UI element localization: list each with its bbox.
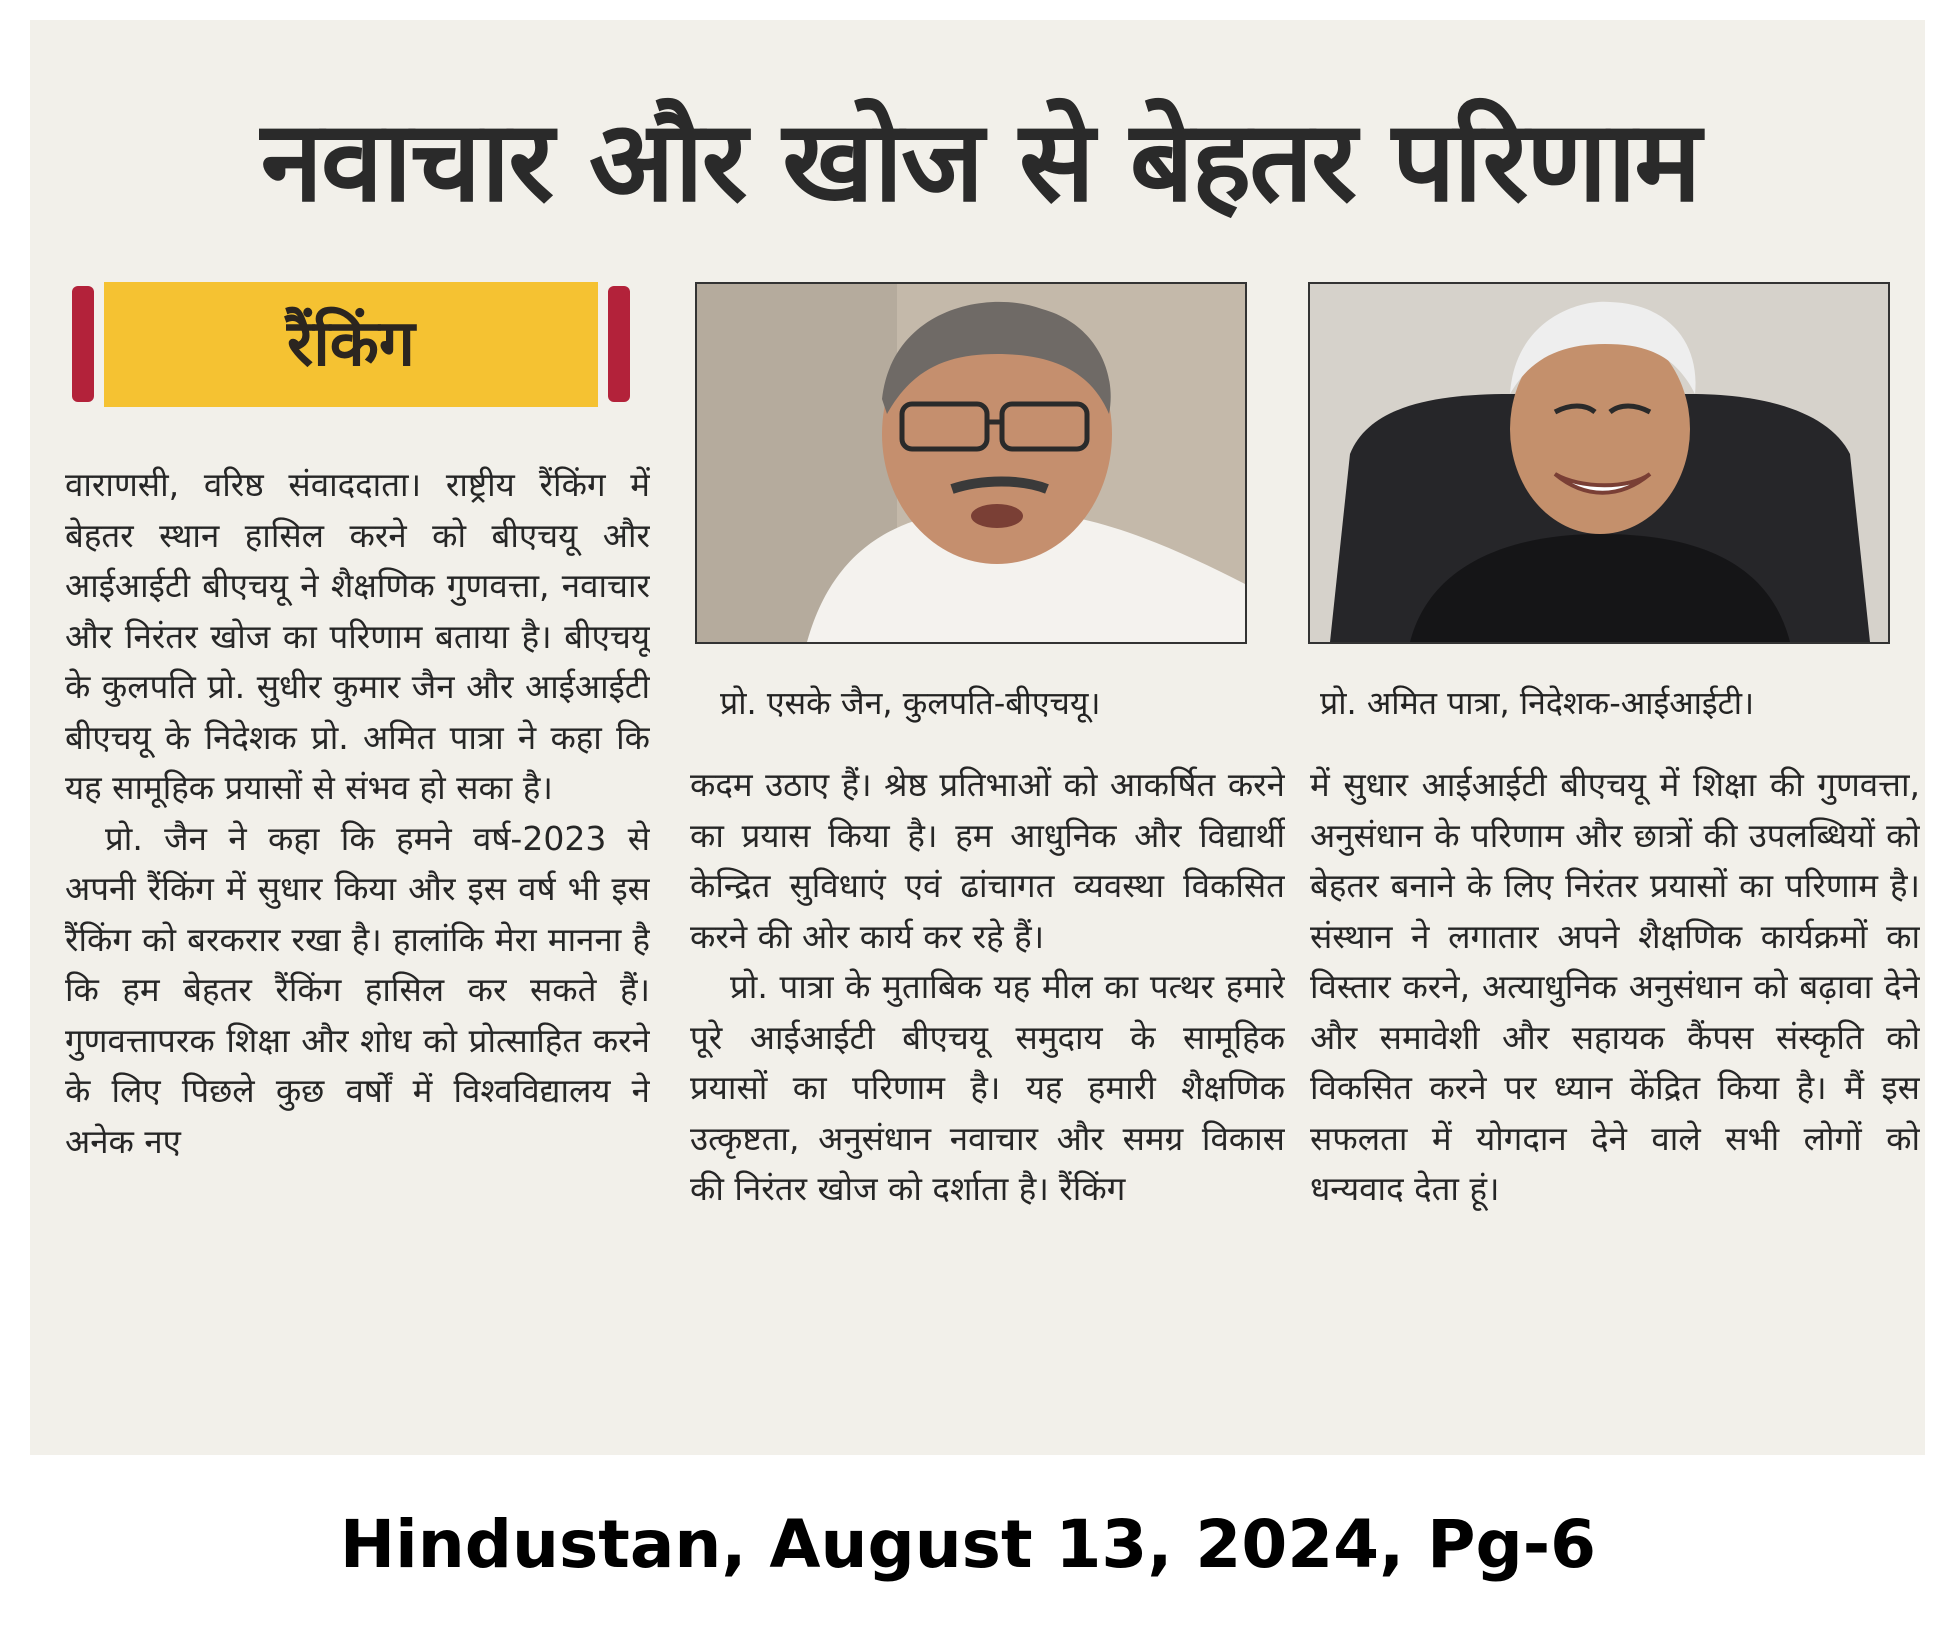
banner-right-bar xyxy=(608,286,630,402)
article-column-3 xyxy=(1310,760,1920,1455)
article-paragraph: प्रो. जैन ने कहा कि हमने वर्ष-2023 से अपनी रैंकिंग में सुधार किया और इस वर्ष भी इस रैंकिंग को बरकरार रखा है। हालांकि मेरा मानना है कि हम बेहतर रैंकिंग हासिल कर सकते हैं। गुणवत्तापरक शिक्षा और शोध को प्रोत्साहित करने के लिए पिछले कुछ वर्षों में विश्वविद्यालय ने अनेक नए xyxy=(65,818,650,1161)
article-paragraph: वाराणसी, वरिष्ठ संवाददाता। राष्ट्रीय रैंकिंग में बेहतर स्थान हासिल करने को बीएचयू और आईआईटी बीएचयू ने शैक्षणिक गुणवत्ता, नवाचार और निरंतर खोज का परिणाम बताया है। बीएचयू के कुलपति प्रो. सुधीर कुमार जैन और आईआईटी बीएचयू के निदेशक प्रो. अमित पात्रा ने कहा कि यह सामूहिक प्रयासों से संभव हो सका है। xyxy=(65,465,650,807)
source-citation: Hindustan, August 13, 2024, Pg-6 xyxy=(339,1506,1597,1583)
section-banner xyxy=(72,282,630,407)
article-column-2 xyxy=(690,760,1285,1455)
photo-caption-patra: प्रो. अमित पात्रा, निदेशक-आईआईटी। xyxy=(1320,684,1755,722)
portrait-patra-image xyxy=(1310,284,1888,642)
photo-caption-jain: प्रो. एसके जैन, कुलपति-बीएचयू। xyxy=(720,684,1101,722)
newspaper-clipping xyxy=(30,20,1925,1455)
article-column-1 xyxy=(65,460,650,1455)
article-paragraph: में सुधार आईआईटी बीएचयू में शिक्षा की गुणवत्ता, अनुसंधान के परिणाम और छात्रों की उपलब्धियों को बेहतर बनाने के लिए निरंतर प्रयासों का परिणाम है। संस्थान ने लगातार अपने शैक्षणिक कार्यक्रमों का विस्तार करने, अत्याधुनिक अनुसंधान को बढ़ावा देने और समावेशी और सहायक कैंपस संस्कृति को विकसित करने पर ध्यान केंद्रित किया है। मैं इस सफलता में योगदान देने वाले सभी लोगों को धन्यवाद देता हूं। xyxy=(1310,765,1920,1208)
article-paragraph: कदम उठाए हैं। श्रेष्ठ प्रतिभाओं को आकर्षित करने का प्रयास किया है। हम आधुनिक और विद्यार्थी केन्द्रित सुविधाएं एवं ढांचागत व्यवस्था विकसित करने की ओर कार्य कर रहे हैं। xyxy=(690,765,1285,956)
photo-prof-jain xyxy=(695,282,1247,644)
article-paragraph: प्रो. पात्रा के मुताबिक यह मील का पत्थर हमारे पूरे आईआईटी बीएचयू समुदाय के सामूहिक प्रयासों का परिणाम है। यह हमारी शैक्षणिक उत्कृष्टता, अनुसंधान नवाचार और समग्र विकास की निरंतर खोज को दर्शाता है। रैंकिंग xyxy=(690,967,1285,1208)
headline: नवाचार और खोज से बेहतर परिणाम xyxy=(260,97,1700,227)
portrait-jain-image xyxy=(697,284,1245,642)
banner-left-bar xyxy=(72,286,94,402)
photo-prof-patra xyxy=(1308,282,1890,644)
section-banner-label: रैंकिंग xyxy=(104,282,598,407)
